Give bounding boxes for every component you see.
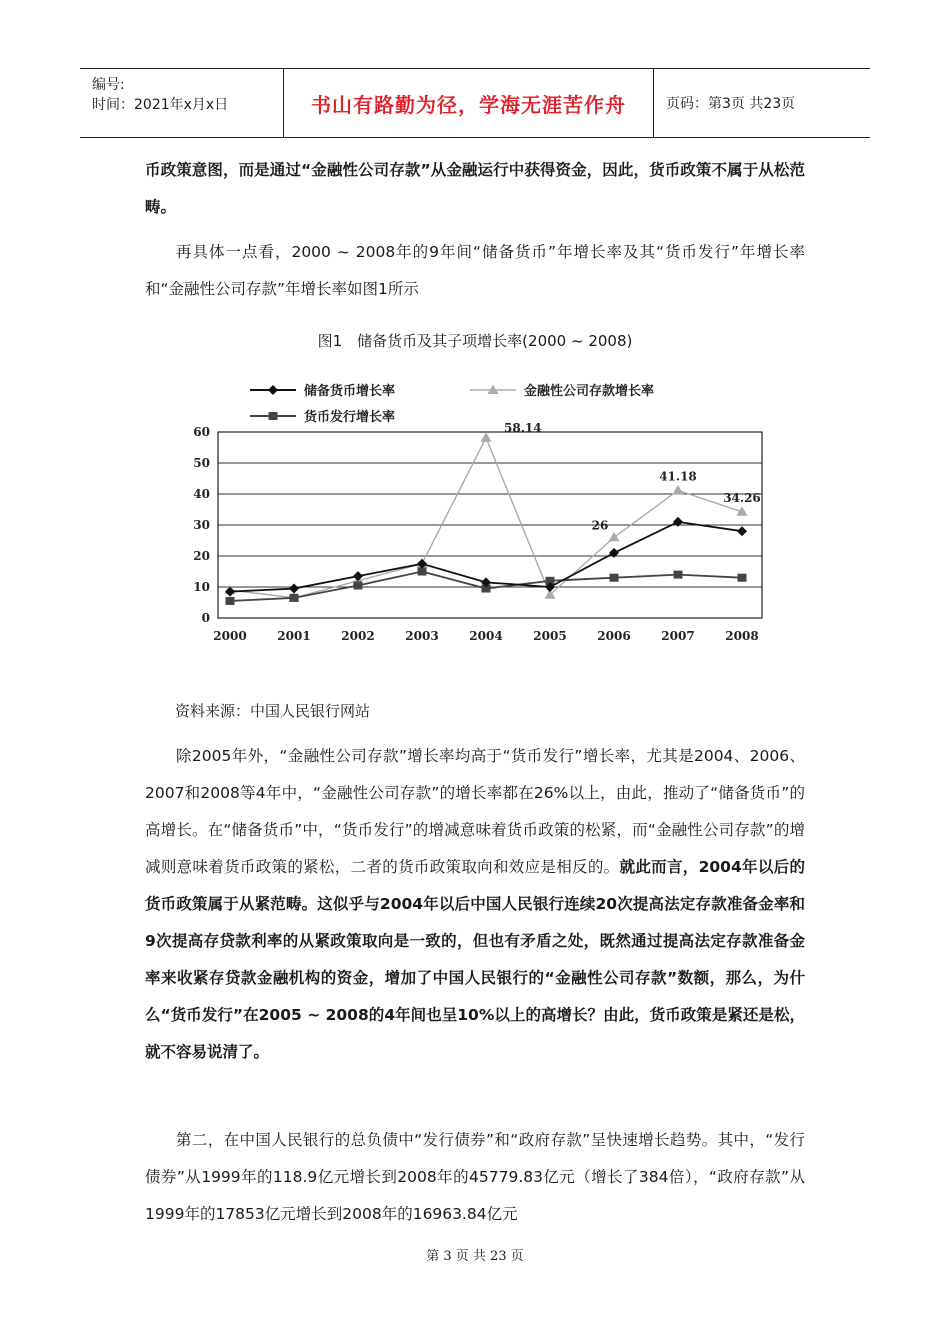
x-tick-label: 2005 bbox=[533, 629, 567, 643]
annotation-label: 58.14 bbox=[504, 420, 542, 435]
point-square bbox=[290, 594, 299, 602]
header-page-cell bbox=[654, 69, 870, 137]
y-tick-label: 50 bbox=[193, 456, 210, 470]
y-tick-label: 60 bbox=[193, 425, 210, 439]
header-meta bbox=[80, 69, 284, 137]
point-triangle bbox=[609, 532, 620, 542]
motto: 书山有路勤为径，学海无涯苦作舟 bbox=[311, 92, 626, 117]
paragraph-3 bbox=[145, 738, 805, 1071]
paragraph-4: 第二，在中国人民银行的总负债中“发行债券”和“政府存款”呈快速增长趋势。其中，“发行债券”从1999年的118.9亿元增长到2008年的45779.83亿元（增长了384倍），“政府存款”从1999年的17853亿元增长到2008年的16963.84亿元 bbox=[145, 1131, 805, 1223]
paragraph-1: 币政策意图，而是通过“金融性公司存款”从金融运行中获得资金，因此，货币政策不属于从松范畴。 bbox=[145, 161, 805, 216]
point-diamond bbox=[289, 584, 299, 594]
point-square bbox=[674, 571, 683, 579]
chart-series bbox=[225, 432, 748, 605]
paragraph-3-bold: 就此而言，2004年以后的货币政策属于从紧范畴。这似乎与2004年以后中国人民银行连续20次提高法定存款准备金率和9次提高存贷款利率的从紧政策取向是一致的，但也有矛盾之处，既然通过提高法定存款准备金率来收紧存贷款金融机构的资金，增加了中国人民银行的“金融性公司存款”数额，那么，为什么“货币发行”在2005 ~ 2008的4年间也呈10%以上的高增长？由此，货币政策是紧还是松，就不容易说清了。 bbox=[145, 858, 805, 1061]
paragraph-3-normal: 除2005年外，“金融性公司存款”增长率均高于“货币发行”增长率，尤其是2004、2006、2007和2008等4年中，“金融性公司存款”的增长率都在26%以上，由此，推动了“储备货币”的高增长。在“储备货币”中，“货币发行”的增减意味着货币政策的松紧，而“金融性公司存款”的增减则意味着货币政策的紧松，二者的货币政策取向和效应是相反的。 bbox=[145, 747, 805, 876]
point-square bbox=[738, 574, 747, 582]
annotation-label: 26 bbox=[591, 518, 609, 533]
y-tick-label: 0 bbox=[201, 611, 210, 625]
point-square bbox=[269, 412, 278, 420]
series-line-triangle bbox=[230, 438, 742, 598]
y-tick-label: 10 bbox=[193, 580, 210, 594]
legend-label: 储备货币增长率 bbox=[304, 384, 396, 399]
legend-label: 货币发行增长率 bbox=[304, 410, 396, 425]
point-triangle bbox=[488, 385, 499, 395]
point-diamond bbox=[225, 587, 235, 597]
point-square bbox=[354, 581, 363, 589]
point-square bbox=[226, 597, 235, 605]
y-tick-label: 30 bbox=[193, 518, 210, 532]
x-tick-label: 2004 bbox=[469, 629, 503, 643]
x-tick-label: 2001 bbox=[277, 629, 311, 643]
annotation-label: 34.26 bbox=[723, 490, 761, 505]
header-motto-cell bbox=[284, 69, 654, 137]
line-chart bbox=[170, 370, 770, 650]
point-diamond bbox=[268, 385, 278, 395]
source-note: 资料来源：中国人民银行网站 bbox=[175, 702, 371, 720]
x-tick-label: 2002 bbox=[341, 629, 375, 643]
chart-annotations bbox=[504, 421, 761, 533]
page-label: 页码：第3页 共23页 bbox=[666, 96, 796, 112]
chart-x-ticks bbox=[213, 629, 758, 643]
chart-legend bbox=[250, 383, 654, 425]
point-diamond bbox=[737, 526, 747, 536]
x-tick-label: 2003 bbox=[405, 629, 439, 643]
y-tick-label: 20 bbox=[193, 549, 210, 563]
document-header bbox=[80, 68, 870, 138]
x-tick-label: 2007 bbox=[661, 629, 695, 643]
figure-title: 图1 储备货币及其子项增长率(2000 ~ 2008) bbox=[317, 332, 633, 350]
legend-label: 金融性公司存款增长率 bbox=[524, 384, 655, 399]
chart-y-ticks bbox=[193, 425, 210, 625]
number-label: 编号: bbox=[92, 77, 125, 93]
page-footer: 第 3 页 共 23 页 bbox=[426, 1249, 524, 1264]
time-label: 时间：2021年x月x日 bbox=[92, 97, 229, 113]
point-triangle bbox=[673, 485, 684, 495]
point-triangle bbox=[481, 432, 492, 442]
annotation-label: 41.18 bbox=[659, 469, 697, 484]
y-tick-label: 40 bbox=[193, 487, 210, 501]
point-square bbox=[610, 574, 619, 582]
x-tick-label: 2000 bbox=[213, 629, 247, 643]
x-tick-label: 2006 bbox=[597, 629, 631, 643]
x-tick-label: 2008 bbox=[725, 629, 759, 643]
paragraph-2: 再具体一点看，2000 ~ 2008年的9年间“储备货币”年增长率及其“货币发行”年增长率和“金融性公司存款”年增长率如图1所示 bbox=[145, 243, 805, 298]
